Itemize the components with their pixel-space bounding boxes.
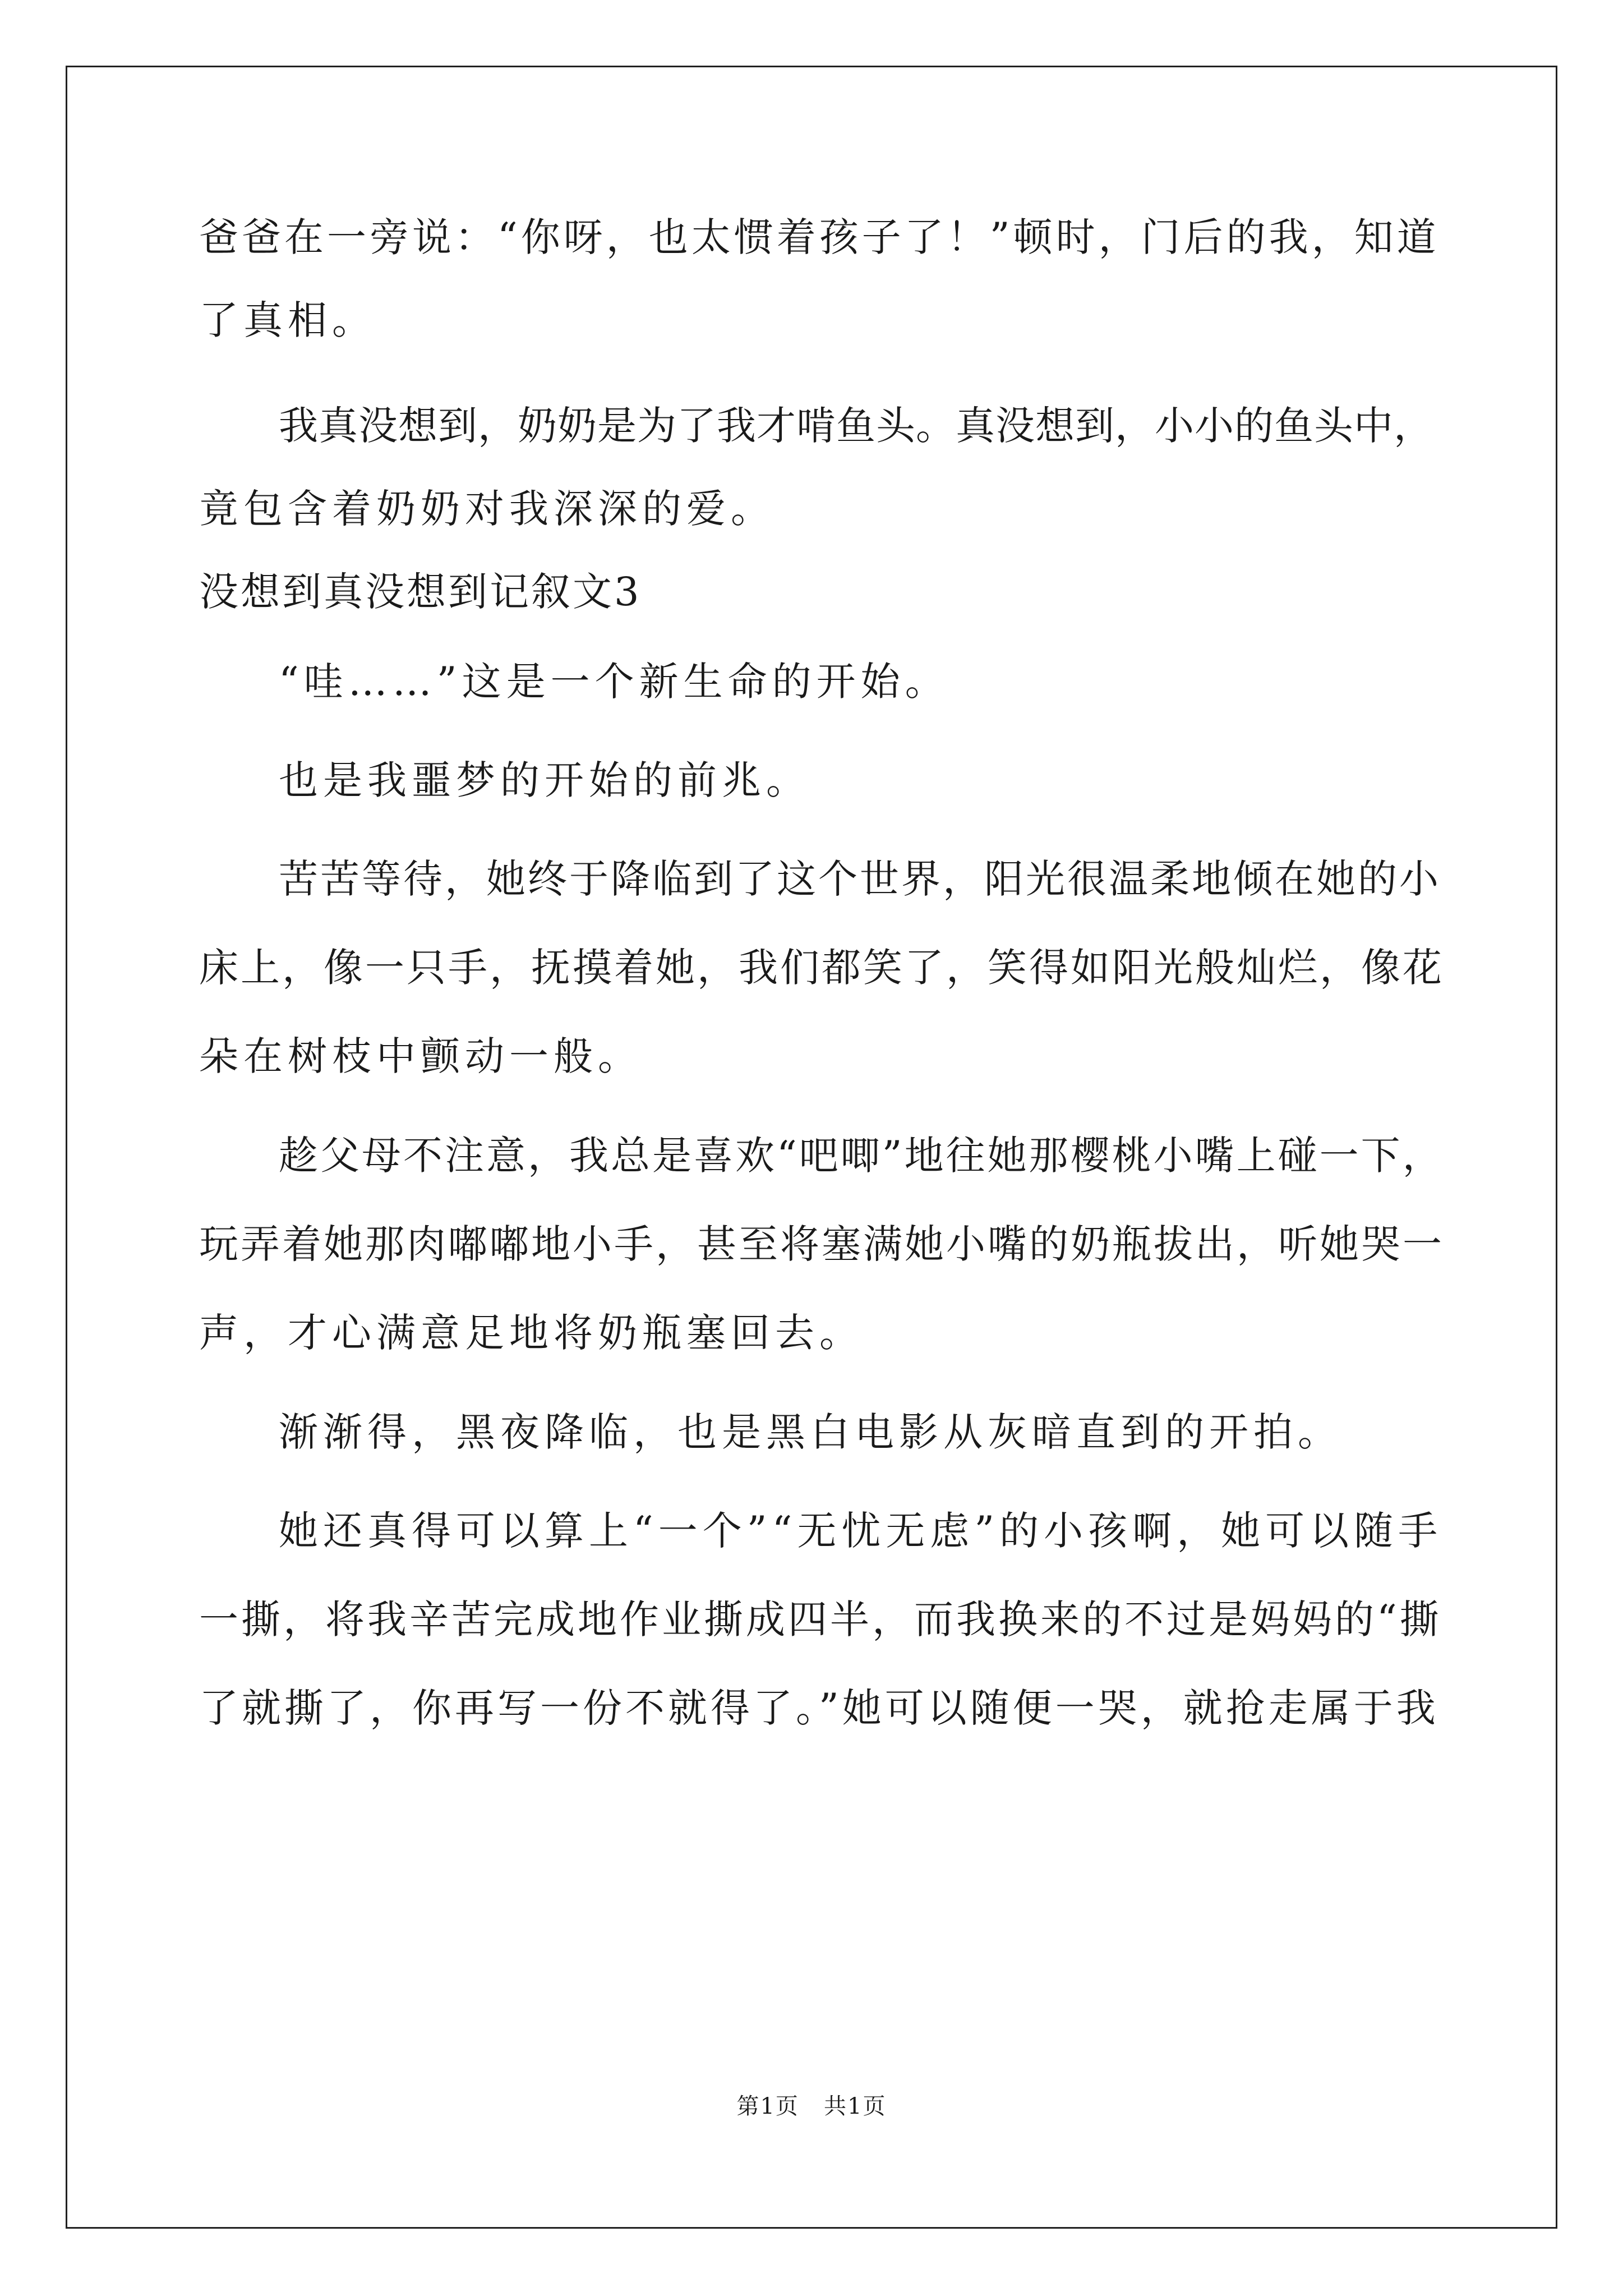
paragraph-start: 渐渐得，黑夜降临，也是黑白电影从灰暗直到的开拍。 [279, 1409, 1342, 1455]
text-line: 一撕，将我辛苦完成地作业撕成四半，而我换来的不过是妈妈的“撕 [199, 1596, 1442, 1642]
text-line: 了就撕了，你再写一份不就得了。”她可以随便一哭，就抢走属于我 [199, 1685, 1439, 1731]
text-line: 了真相。 [199, 297, 376, 343]
paragraph-start: 我真没想到，奶奶是为了我才啃鱼头。真没想到，小小的鱼头中， [279, 403, 1433, 449]
paragraph-start: 趁父母不注意，我总是喜欢“吧唧”地往她那樱桃小嘴上碰一下， [279, 1133, 1444, 1179]
text-line: 床上，像一只手，抚摸着她，我们都笑了，笑得如阳光般灿烂，像花 [199, 945, 1444, 991]
text-line: 竟包含着奶奶对我深深的爱。 [199, 486, 775, 532]
text-line: 声，才心满意足地将奶瓶塞回去。 [199, 1310, 864, 1356]
page-footer: 第1页 共1页 [736, 2093, 887, 2119]
paragraph-start: 苦苦等待，她终于降临到了这个世界，阳光很温柔地倾在她的小 [279, 856, 1441, 902]
paragraph-start: 也是我噩梦的开始的前兆。 [279, 757, 810, 803]
text-line: 朵在树枝中颤动一般。 [199, 1033, 642, 1079]
text-line: 爸爸在一旁说：“你呀，也太惯着孩子了！”顿时，门后的我，知道 [199, 214, 1440, 260]
section-heading: 没想到真没想到记叙文3 [199, 569, 642, 615]
paragraph-start: 她还真得可以算上“一个”“无忧无虑”的小孩啊，她可以随手 [279, 1508, 1443, 1554]
paragraph-start: “哇……”这是一个新生命的开始。 [279, 659, 949, 705]
text-line: 玩弄着她那肉嘟嘟地小手，甚至将塞满她小嘴的奶瓶拔出，听她哭一 [199, 1221, 1444, 1267]
